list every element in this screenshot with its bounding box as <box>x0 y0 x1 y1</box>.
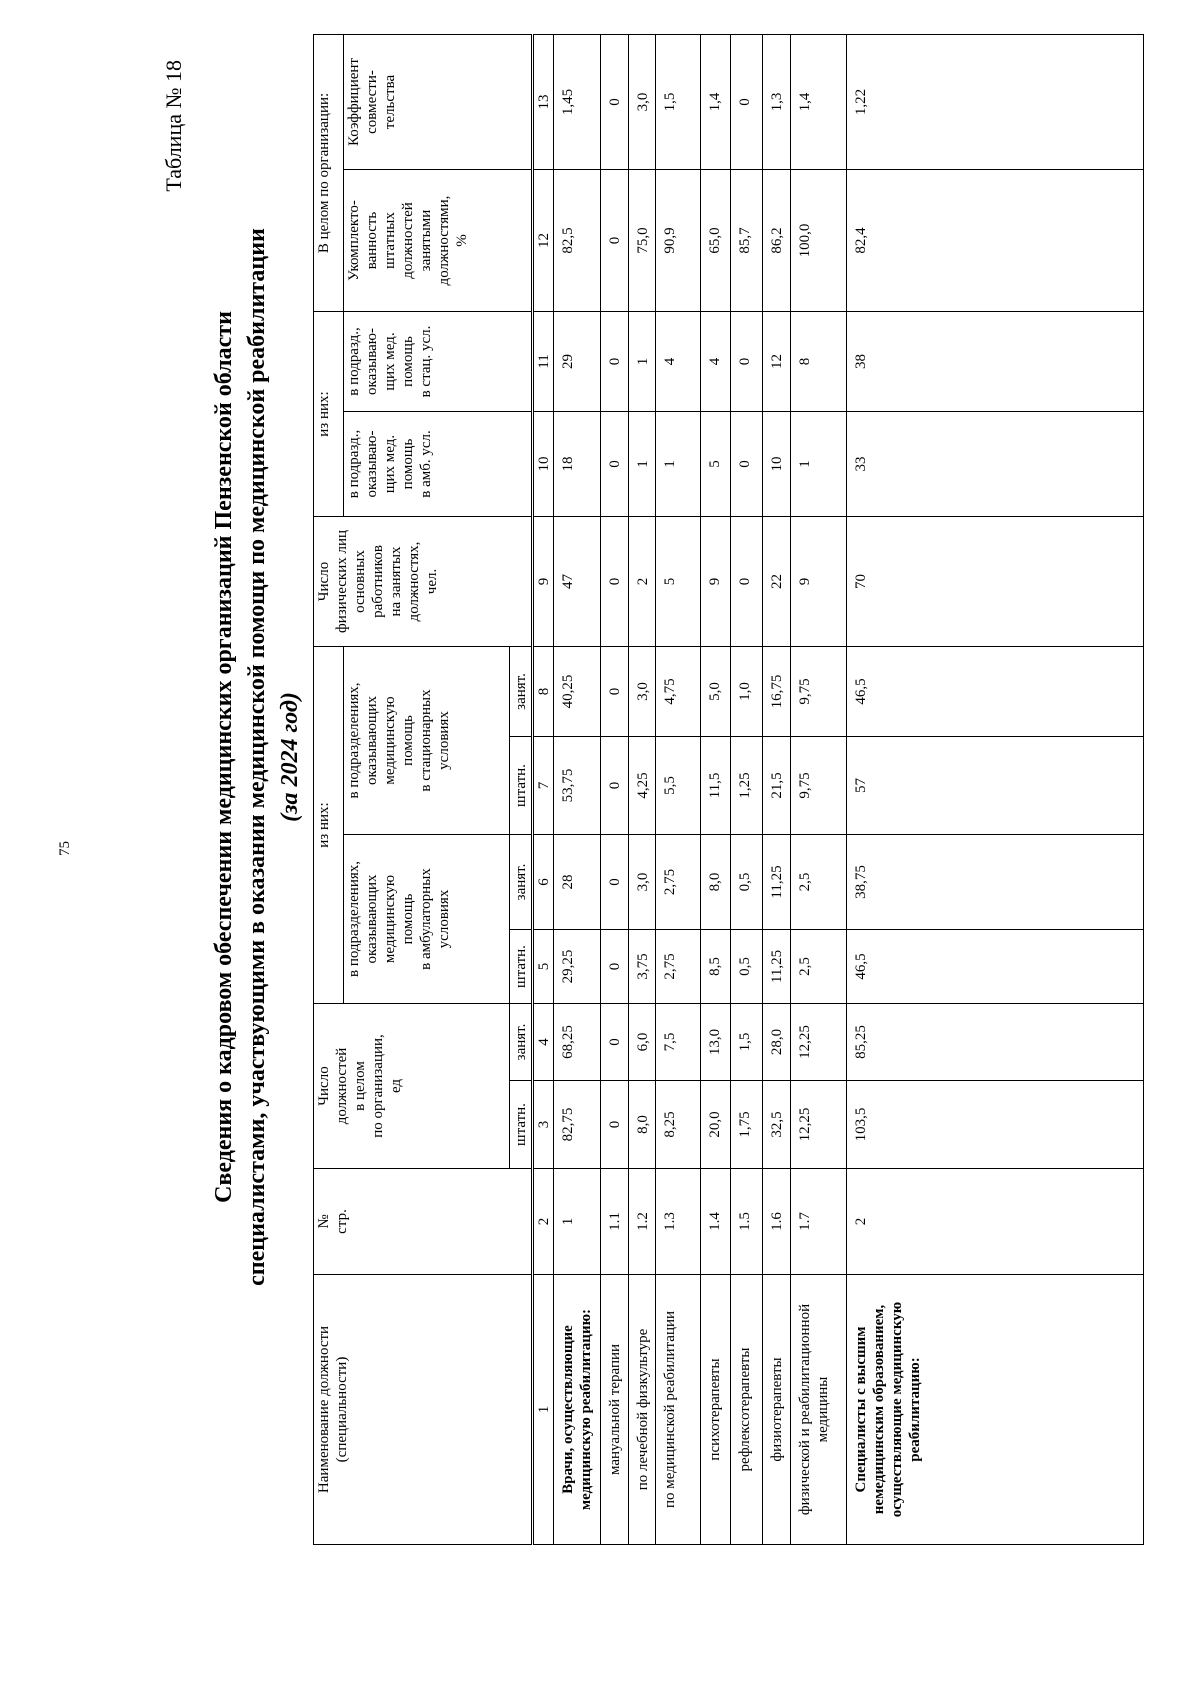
title-line-1: Сведения о кадровом обеспечении медицинских организаций Пензенской области <box>211 311 237 1203</box>
row-name: Специалисты с высшим немедицинским образованием, осуществляющие медицинскую реабилитацию: <box>847 1275 1144 1545</box>
table-row <box>847 34 1144 1544</box>
cell-col-12: 85,7 <box>731 170 763 312</box>
cell-col-4: 7,5 <box>656 1004 701 1081</box>
header-inpatient-units: в подразделениях, оказывающих медицинскую помощь в стационарных условиях <box>344 647 510 835</box>
header-persons: Число физических лиц основных работников на занятых должностях, чел. <box>314 517 533 647</box>
cell-col-10: 1 <box>791 412 847 517</box>
column-number-12: 12 <box>533 170 554 312</box>
header-staffing-rate: Укомплекто- ванность штатных должностей занятыми должностями, % <box>344 170 533 312</box>
cell-col-13: 1,4 <box>791 34 847 169</box>
cell-col-9: 2 <box>629 517 656 647</box>
table-row <box>763 34 791 1544</box>
cell-col-6: 2,5 <box>791 835 847 930</box>
cell-col-2: 1.7 <box>791 1169 847 1275</box>
row-name: физической и реабилитационной медицины <box>791 1275 847 1545</box>
cell-col-10: 0 <box>601 412 629 517</box>
table-row <box>656 34 701 1544</box>
cell-col-6: 38,75 <box>847 835 1144 930</box>
cell-col-3: 1,75 <box>731 1081 763 1169</box>
column-number-3: 3 <box>533 1081 554 1169</box>
cell-col-13: 1,5 <box>656 34 701 169</box>
cell-col-10: 33 <box>847 412 1144 517</box>
cell-col-4: 6,0 <box>629 1004 656 1081</box>
column-number-7: 7 <box>533 737 554 835</box>
column-number-11: 11 <box>533 312 554 412</box>
cell-col-5: 11,25 <box>763 930 791 1004</box>
cell-col-12: 100,0 <box>791 170 847 312</box>
table-row <box>731 34 763 1544</box>
column-number-8: 8 <box>533 647 554 737</box>
header-persons-outpatient: в подразд., оказываю- щих мед. помощь в амб. усл. <box>344 412 533 517</box>
cell-col-12: 82,5 <box>554 170 601 312</box>
cell-col-4: 13,0 <box>701 1004 731 1081</box>
cell-col-9: 70 <box>847 517 1144 647</box>
cell-col-2: 1.5 <box>731 1169 763 1275</box>
cell-col-11: 8 <box>791 312 847 412</box>
cell-col-11: 29 <box>554 312 601 412</box>
header-line-number: № стр. <box>314 1169 533 1275</box>
cell-col-12: 75,0 <box>629 170 656 312</box>
cell-col-5: 2,5 <box>791 930 847 1004</box>
column-number-4: 4 <box>533 1004 554 1081</box>
cell-col-4: 1,5 <box>731 1004 763 1081</box>
cell-col-2: 1 <box>554 1169 601 1275</box>
cell-col-7: 9,75 <box>791 737 847 835</box>
cell-col-3: 8,25 <box>656 1081 701 1169</box>
cell-col-7: 53,75 <box>554 737 601 835</box>
header-staff-total: штатн. <box>510 1081 533 1169</box>
cell-col-10: 10 <box>763 412 791 517</box>
cell-col-4: 68,25 <box>554 1004 601 1081</box>
cell-col-5: 0 <box>601 930 629 1004</box>
cell-col-13: 1,3 <box>763 34 791 169</box>
cell-col-8: 5,0 <box>701 647 731 737</box>
cell-col-4: 28,0 <box>763 1004 791 1081</box>
column-number-2: 2 <box>533 1169 554 1275</box>
document-title <box>208 17 307 1497</box>
cell-col-2: 2 <box>847 1169 1144 1275</box>
header-occupied-total: занят. <box>510 1004 533 1081</box>
cell-col-8: 4,75 <box>656 647 701 737</box>
staffing-table <box>313 34 1144 1545</box>
cell-col-12: 86,2 <box>763 170 791 312</box>
cell-col-11: 1 <box>629 312 656 412</box>
cell-col-6: 0 <box>601 835 629 930</box>
cell-col-11: 0 <box>731 312 763 412</box>
cell-col-13: 3,0 <box>629 34 656 169</box>
cell-col-8: 40,25 <box>554 647 601 737</box>
cell-col-12: 0 <box>601 170 629 312</box>
cell-col-13: 1,45 <box>554 34 601 169</box>
cell-col-2: 1.2 <box>629 1169 656 1275</box>
cell-col-5: 46,5 <box>847 930 1144 1004</box>
header-occupied-inpatient: занят. <box>510 647 533 737</box>
column-number-6: 6 <box>533 835 554 930</box>
cell-col-5: 29,25 <box>554 930 601 1004</box>
cell-col-5: 8,5 <box>701 930 731 1004</box>
table-row <box>554 34 601 1544</box>
column-number-1: 1 <box>533 1275 554 1545</box>
cell-col-6: 3,0 <box>629 835 656 930</box>
cell-col-2: 1.4 <box>701 1169 731 1275</box>
cell-col-9: 47 <box>554 517 601 647</box>
cell-col-12: 82,4 <box>847 170 1144 312</box>
cell-col-12: 90,9 <box>656 170 701 312</box>
cell-col-6: 0,5 <box>731 835 763 930</box>
row-name: по медицинской реабилитации <box>656 1275 701 1545</box>
header-occupied-outpatient: занят. <box>510 835 533 930</box>
table-row <box>629 34 656 1544</box>
cell-col-5: 3,75 <box>629 930 656 1004</box>
header-row-1 <box>314 34 344 1544</box>
header-persons-inpatient: в подразд., оказываю- щих мед. помощь в стац. усл. <box>344 312 533 412</box>
column-number-9: 9 <box>533 517 554 647</box>
cell-col-9: 0 <box>731 517 763 647</box>
cell-col-10: 1 <box>629 412 656 517</box>
cell-col-8: 16,75 <box>763 647 791 737</box>
cell-col-8: 1,0 <box>731 647 763 737</box>
cell-col-8: 9,75 <box>791 647 847 737</box>
cell-col-6: 28 <box>554 835 601 930</box>
header-positions-total: Число должностей в целом по организации, ед <box>314 1004 510 1169</box>
table-row <box>791 34 847 1544</box>
cell-col-2: 1.6 <box>763 1169 791 1275</box>
row-name: Врачи, осуществляющие медицинскую реабилитацию: <box>554 1275 601 1545</box>
cell-col-2: 1.3 <box>656 1169 701 1275</box>
cell-col-10: 1 <box>656 412 701 517</box>
cell-col-10: 18 <box>554 412 601 517</box>
cell-col-3: 0 <box>601 1081 629 1169</box>
column-number-row <box>533 34 554 1544</box>
cell-col-9: 9 <box>791 517 847 647</box>
cell-col-3: 8,0 <box>629 1081 656 1169</box>
cell-col-2: 1.1 <box>601 1169 629 1275</box>
row-name: рефлексотерапевты <box>731 1275 763 1545</box>
title-line-3: (за 2024 год) <box>277 692 303 822</box>
cell-col-11: 12 <box>763 312 791 412</box>
cell-col-9: 22 <box>763 517 791 647</box>
cell-col-13: 1,4 <box>701 34 731 169</box>
cell-col-11: 38 <box>847 312 1144 412</box>
table-row <box>601 34 629 1544</box>
cell-col-6: 11,25 <box>763 835 791 930</box>
cell-col-8: 0 <box>601 647 629 737</box>
table-row <box>701 34 731 1544</box>
cell-col-3: 103,5 <box>847 1081 1144 1169</box>
cell-col-7: 5,5 <box>656 737 701 835</box>
cell-col-4: 0 <box>601 1004 629 1081</box>
cell-col-11: 4 <box>656 312 701 412</box>
cell-col-10: 5 <box>701 412 731 517</box>
cell-col-4: 85,25 <box>847 1004 1144 1081</box>
page-number: 75 <box>57 841 73 856</box>
table-label: Таблица № 18 <box>161 60 186 192</box>
header-staff-inpatient: штатн. <box>510 737 533 835</box>
cell-col-13: 1,22 <box>847 34 1144 169</box>
cell-col-6: 8,0 <box>701 835 731 930</box>
cell-col-7: 4,25 <box>629 737 656 835</box>
cell-col-11: 0 <box>601 312 629 412</box>
header-org-total: В целом по организации: <box>314 34 344 311</box>
cell-col-7: 0 <box>601 737 629 835</box>
table-header <box>314 34 533 1544</box>
cell-col-7: 11,5 <box>701 737 731 835</box>
table-body <box>533 34 1144 1544</box>
cell-col-9: 5 <box>656 517 701 647</box>
cell-col-8: 3,0 <box>629 647 656 737</box>
cell-col-13: 0 <box>731 34 763 169</box>
header-of-which-persons: из них: <box>314 312 344 517</box>
cell-col-7: 21,5 <box>763 737 791 835</box>
cell-col-9: 9 <box>701 517 731 647</box>
column-number-5: 5 <box>533 930 554 1004</box>
cell-col-5: 2,75 <box>656 930 701 1004</box>
cell-col-6: 2,75 <box>656 835 701 930</box>
cell-col-12: 65,0 <box>701 170 731 312</box>
row-name: физиотерапевты <box>763 1275 791 1545</box>
cell-col-7: 1,25 <box>731 737 763 835</box>
title-line-2: специалистами, участвующими в оказании медицинской помощи по медицинской реабилитации <box>244 228 270 1286</box>
cell-col-3: 32,5 <box>763 1081 791 1169</box>
cell-col-3: 20,0 <box>701 1081 731 1169</box>
cell-col-10: 0 <box>731 412 763 517</box>
cell-col-9: 0 <box>601 517 629 647</box>
column-number-10: 10 <box>533 412 554 517</box>
column-number-13: 13 <box>533 34 554 169</box>
cell-col-3: 82,75 <box>554 1081 601 1169</box>
cell-col-13: 0 <box>601 34 629 169</box>
header-of-which-positions: из них: <box>314 647 344 1004</box>
row-name: психотерапевты <box>701 1275 731 1545</box>
cell-col-5: 0,5 <box>731 930 763 1004</box>
cell-col-3: 12,25 <box>791 1081 847 1169</box>
row-name: по лечебной физкультуре <box>629 1275 656 1545</box>
row-name: мануальной терапии <box>601 1275 629 1545</box>
cell-col-8: 46,5 <box>847 647 1144 737</box>
header-outpatient-units: в подразделениях, оказывающих медицинскую помощь в амбулаторных условиях <box>344 835 510 1004</box>
header-staff-outpatient: штатн. <box>510 930 533 1004</box>
cell-col-7: 57 <box>847 737 1144 835</box>
header-position: Наименование должности (специальности) <box>314 1275 533 1545</box>
cell-col-4: 12,25 <box>791 1004 847 1081</box>
header-combination-ratio: Коэффициент совмести- тельства <box>344 34 533 169</box>
cell-col-11: 4 <box>701 312 731 412</box>
